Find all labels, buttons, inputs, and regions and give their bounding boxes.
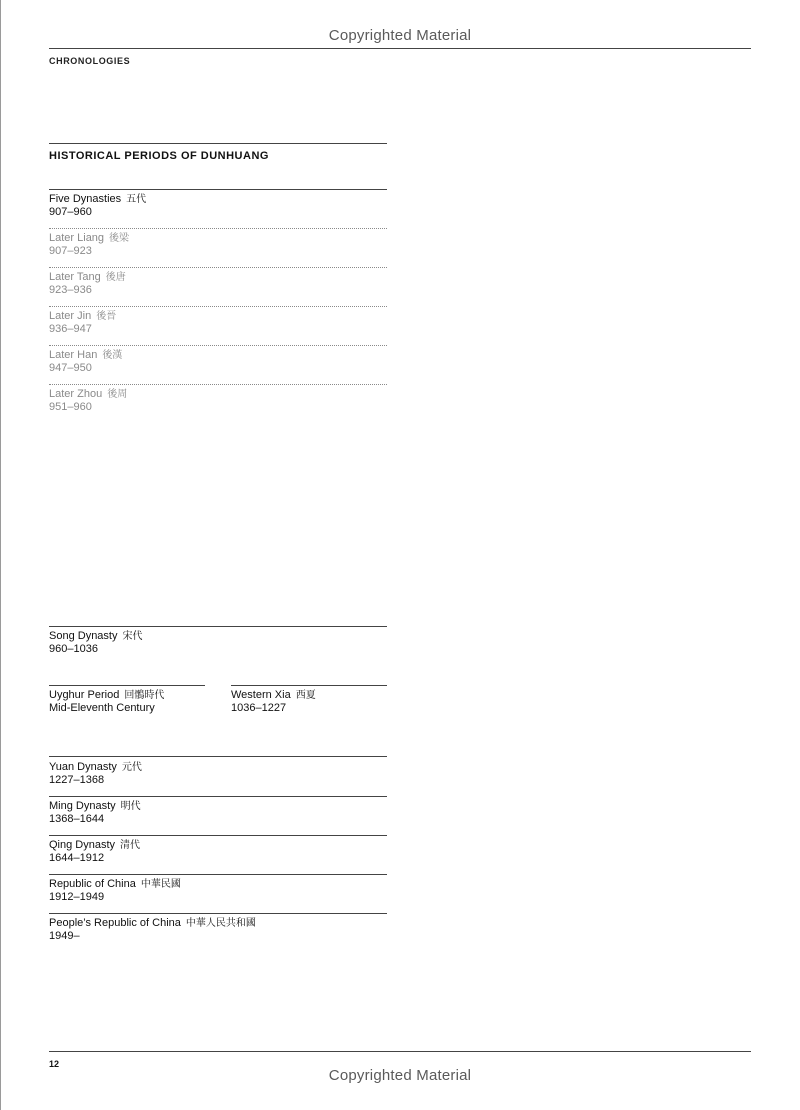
period-later-tang [49, 271, 126, 297]
period-chinese-name: 回鶻時代 [124, 690, 165, 701]
entry-rule [49, 835, 387, 836]
period-dates: 1912–1949 [49, 891, 105, 903]
period-dates: 1368–1644 [49, 813, 105, 825]
entry-rule [49, 626, 387, 627]
period-chinese-name: 後唐 [105, 272, 126, 283]
period-later-han [49, 349, 122, 375]
period-name: Later Tang [49, 271, 101, 283]
period-dates: 923–936 [49, 284, 92, 296]
entry-dotted-rule [49, 345, 387, 346]
period-dates: 1949– [49, 930, 80, 942]
period-name: People’s Republic of China [49, 917, 181, 929]
entry-dotted-rule [49, 306, 387, 307]
period-chinese-name: 元代 [121, 762, 142, 773]
entry-rule [49, 685, 205, 686]
copyright-watermark-bottom: Copyrighted Material [328, 1067, 472, 1084]
period-dates: 936–947 [49, 323, 92, 335]
period-name: Yuan Dynasty [49, 761, 117, 773]
period-yuan [49, 761, 142, 787]
entry-dotted-rule [49, 228, 387, 229]
period-dates: 960–1036 [49, 643, 98, 655]
period-ming [49, 800, 141, 826]
period-later-jin [49, 310, 116, 336]
period-name: Later Zhou [49, 388, 103, 400]
entry-rule [49, 913, 387, 914]
period-name: Later Jin [49, 310, 92, 322]
entry-rule [231, 685, 387, 686]
entry-rule [49, 756, 387, 757]
section-top-rule [49, 143, 387, 144]
period-chinese-name: 清代 [120, 840, 141, 851]
page-edge [0, 0, 1, 1110]
period-later-zhou [49, 388, 127, 414]
entry-rule [49, 189, 387, 190]
period-western-xia [231, 689, 316, 715]
period-chinese-name: 宋代 [122, 631, 143, 642]
period-chinese-name: 中華民國 [140, 879, 181, 890]
footer-rule [49, 1051, 751, 1052]
period-dates: 1036–1227 [231, 702, 287, 714]
period-chinese-name: 明代 [120, 801, 141, 812]
period-name: Qing Dynasty [49, 839, 116, 851]
period-chinese-name: 後梁 [109, 233, 130, 244]
period-later-liang [49, 232, 129, 258]
period-five-dynasties [49, 193, 146, 219]
running-head: CHRONOLOGIES [49, 56, 131, 66]
entry-dotted-rule [49, 384, 387, 385]
entry-dotted-rule [49, 267, 387, 268]
period-dates: Mid-Eleventh Century [49, 702, 155, 714]
period-uyghur [49, 689, 164, 715]
header-rule [49, 48, 751, 49]
period-chinese-name: 後周 [107, 389, 128, 400]
page-number: 12 [49, 1059, 60, 1069]
period-name: Five Dynasties [49, 193, 122, 205]
period-name: Later Han [49, 349, 98, 361]
period-name: Republic of China [49, 878, 136, 890]
period-republic-of-china [49, 878, 181, 904]
period-name: Ming Dynasty [49, 800, 116, 812]
entry-rule [49, 874, 387, 875]
entry-rule [49, 796, 387, 797]
period-song [49, 630, 142, 656]
period-chinese-name: 中華人民共和國 [185, 918, 256, 929]
period-chinese-name: 五代 [126, 194, 147, 205]
period-dates: 907–960 [49, 206, 92, 218]
period-qing [49, 839, 140, 865]
period-peoples-republic-of-china [49, 917, 256, 943]
copyright-watermark-top: Copyrighted Material [328, 27, 472, 44]
period-chinese-name: 後晉 [96, 311, 117, 322]
period-dates: 1227–1368 [49, 774, 105, 786]
period-dates: 907–923 [49, 245, 92, 257]
period-chinese-name: 後漢 [102, 350, 123, 361]
period-name: Western Xia [231, 689, 291, 701]
period-dates: 951–960 [49, 401, 92, 413]
section-title: HISTORICAL PERIODS OF DUNHUANG [49, 150, 269, 162]
period-dates: 947–950 [49, 362, 92, 374]
period-name: Song Dynasty [49, 630, 118, 642]
period-chinese-name: 西夏 [295, 690, 316, 701]
period-name: Later Liang [49, 232, 105, 244]
period-dates: 1644–1912 [49, 852, 105, 864]
period-name: Uyghur Period [49, 689, 120, 701]
